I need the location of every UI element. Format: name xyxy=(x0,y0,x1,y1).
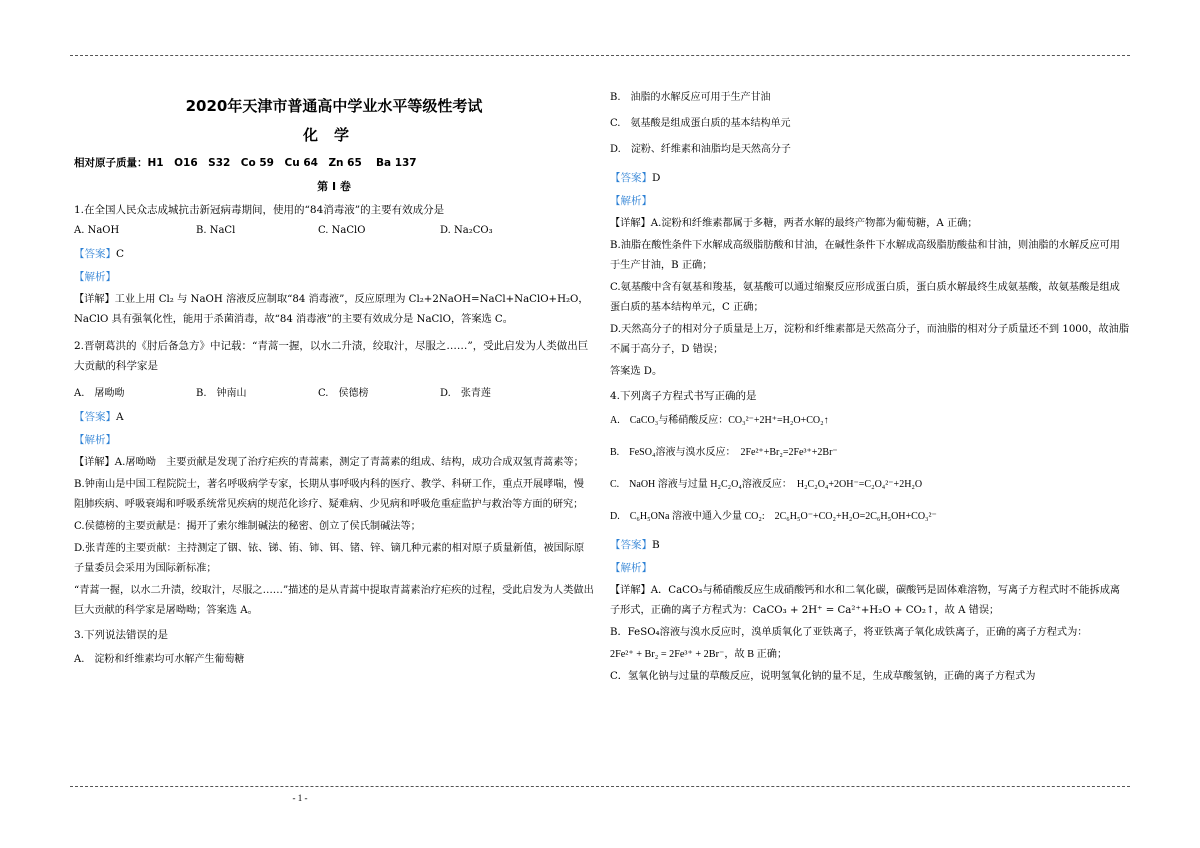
q1-option-b: B. NaCl xyxy=(196,225,236,236)
subject-title: 化学 xyxy=(302,126,365,144)
q1-option-d: D. Na₂CO₃ xyxy=(440,225,493,236)
q2-answer: 【答案】A xyxy=(74,411,124,423)
q2-option-d: D. 张青莲 xyxy=(440,388,491,399)
q4-answer: 【答案】B xyxy=(610,539,660,551)
q4-detail-a: 【详解】A．CaCO₃与稀硝酸反应生成硝酸钙和水和二氧化碳，碳酸钙是固体难溶物，写离子方程式时不能拆成离子形式，正确的离子方程式为：CaCO₃ + 2H⁺ = Ca²⁺+H₂O + CO₂↑，故 A 错误； xyxy=(610,585,1121,616)
q1-options xyxy=(74,225,594,236)
q2-detail-c: C.侯德榜的主要贡献是：揭开了索尔维制碱法的秘密、创立了侯氏制碱法等； xyxy=(74,521,421,532)
right-column xyxy=(610,88,1130,689)
q2-detail-d: D.张青莲的主要贡献：主持测定了铟、铱、锑、铕、铈、铒、锗、锌、镝几种元素的相对原子质量新值，被国际原子量委员会采用为国际新标准； xyxy=(74,543,585,574)
q1-option-c: C. NaClO xyxy=(318,225,366,236)
q3-option-c: C. 氨基酸是组成蛋白质的基本结构单元 xyxy=(610,118,791,129)
q3-analysis-label: 【解析】 xyxy=(610,195,652,207)
q3-option-d: D. 淀粉、纤维素和油脂均是天然高分子 xyxy=(610,144,791,155)
q1-answer: 【答案】C xyxy=(74,248,125,260)
q2-stem: 2.晋朝葛洪的《肘后备急方》中记载：“青蒿一握，以水二升渍，绞取汁，尽服之……”，受此启发为人类做出巨大贡献的科学家是 xyxy=(74,340,589,372)
q2-option-a: A. 屠呦呦 xyxy=(74,388,125,399)
q2-option-c: C. 侯德榜 xyxy=(318,388,369,399)
q4-stem: 4.下列离子方程式书写正确的是 xyxy=(610,390,757,402)
section-title: 第 I 卷 xyxy=(317,180,351,193)
q2-detail-a: 【详解】A.屠呦呦 主要贡献是发现了治疗疟疾的青蒿素，测定了青蒿素的组成、结构，成功合成双氢青蒿素等； xyxy=(74,457,584,468)
left-column xyxy=(74,85,594,676)
q1-analysis-label: 【解析】 xyxy=(74,271,116,283)
q2-options xyxy=(74,384,594,399)
q3-detail-b: B.油脂在酸性条件下水解成高级脂肪酸和甘油，在碱性条件下水解成高级脂肪酸盐和甘油，则油脂的水解反应可用于生产甘油，B 正确； xyxy=(610,240,1120,271)
q4-option-c: C. NaOH 溶液与过量 H₂C₂O₄溶液反应： H₂C₂O₄+2OH⁻=C₂O₄²⁻+2H₂O xyxy=(610,479,923,490)
q3-stem: 3.下列说法错误的是 xyxy=(74,629,169,641)
q4-detail-b2: 2Fe²⁺ + Br₂ = 2Fe³⁺ + 2Br⁻，故 B 正确； xyxy=(610,649,788,660)
q3-detail-a: 【详解】A.淀粉和纤维素都属于多糖，两者水解的最终产物都为葡萄糖，A 正确； xyxy=(610,218,978,229)
q4-detail-c: C．氢氧化钠与过量的草酸反应，说明氢氧化钠的量不足，生成草酸氢钠，正确的离子方程式为 xyxy=(610,671,1036,682)
bottom-rule xyxy=(70,786,1130,787)
q3-detail-e: 答案选 D。 xyxy=(610,366,663,377)
q2-analysis-label: 【解析】 xyxy=(74,434,116,446)
q3-option-b: B. 油脂的水解反应可用于生产甘油 xyxy=(610,92,771,103)
q4-detail-b1: B．FeSO₄溶液与溴水反应时，溴单质氧化了亚铁离子，将亚铁离子氧化成铁离子，正确的离子方程式为： xyxy=(610,627,1088,638)
q3-answer: 【答案】D xyxy=(610,172,661,184)
exam-title: 2020年天津市普通高中学业水平等级性考试 xyxy=(185,97,483,115)
q3-option-a: A. 淀粉和纤维素均可水解产生葡萄糖 xyxy=(74,654,245,665)
q4-analysis-label: 【解析】 xyxy=(610,562,652,574)
q3-detail-d: D.天然高分子的相对分子质量是上万，淀粉和纤维素都是天然高分子，而油脂的相对分子质量还不到 1000，故油脂不属于高分子，D 错误； xyxy=(610,324,1130,355)
top-rule xyxy=(70,55,1130,56)
q1-stem: 1.在全国人民众志成城抗击新冠病毒期间，使用的“84消毒液”的主要有效成分是 xyxy=(74,204,445,216)
q2-detail-e: “青蒿一握，以水二升渍，绞取汁，尽服之……”描述的是从青蒿中提取青蒿素治疗疟疾的过程，受此启发为人类做出巨大贡献的科学家是屠呦呦；答案选 A。 xyxy=(74,585,594,616)
q1-detail: 【详解】工业上用 Cl₂ 与 NaOH 溶液反应制取“84 消毒液”，反应原理为 Cl₂+2NaOH=NaCl+NaClO+H₂O，NaClO 具有强氧化性，能用于杀菌消毒，故“84 消毒液”的主要有效成分是 NaClO，答案选 C。 xyxy=(74,294,589,325)
q4-option-a: A. CaCO₃与稀硝酸反应：CO₃²⁻+2H⁺=H₂O+CO₂↑ xyxy=(610,415,829,426)
q2-detail-b: B.钟南山是中国工程院院士，著名呼吸病学专家，长期从事呼吸内科的医疗、教学、科研工作，重点开展哮喘，慢阻肺疾病、呼吸衰竭和呼吸系统常见疾病的规范化诊疗、疑难病、少见病和呼吸危重症监护与救治等方面的研究； xyxy=(74,479,584,510)
q4-option-d: D. C₆H₅ONa 溶液中通入少量 CO₂: 2C₆H₅O⁻+CO₂+H₂O=2C₆H₅OH+CO₃²⁻ xyxy=(610,511,937,522)
q2-option-b: B. 钟南山 xyxy=(196,388,247,399)
q1-option-a: A. NaOH xyxy=(74,225,120,236)
page-number: - 1 - xyxy=(292,793,308,803)
q3-detail-c: C.氨基酸中含有氨基和羧基，氨基酸可以通过缩聚反应形成蛋白质，蛋白质水解最终生成氨基酸，故氨基酸是组成蛋白质的基本结构单元，C 正确； xyxy=(610,282,1120,313)
q4-option-b: B. FeSO₄溶液与溴水反应： 2Fe²⁺+Br₂=2Fe³⁺+2Br⁻ xyxy=(610,447,838,458)
atomic-masses: 相对原子质量：H1 O16 S32 Co 59 Cu 64 Zn 65 Ba 137 xyxy=(74,157,417,169)
